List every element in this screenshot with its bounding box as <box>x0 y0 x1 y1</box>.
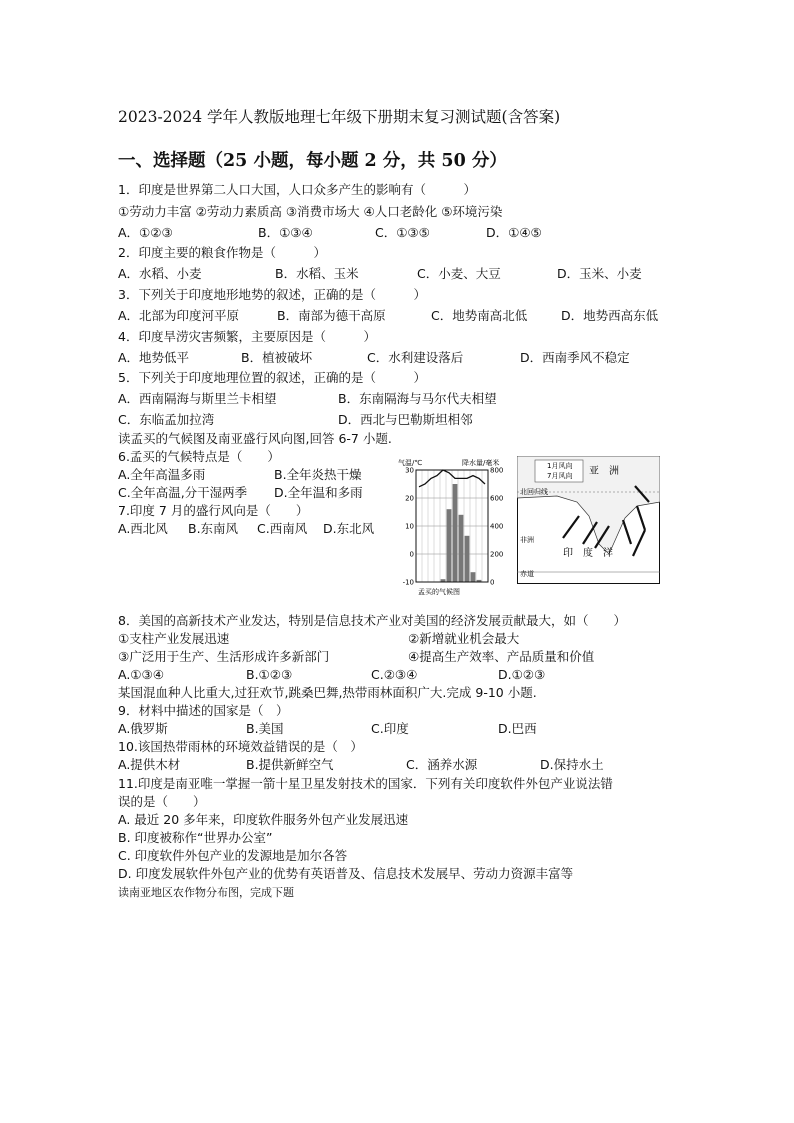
label-equator: 赤道 <box>520 570 534 578</box>
reading-prompt-9-10: 某国混血种人比重大,过狂欢节,跳桑巴舞,热带雨林面积广大.完成 9-10 小题. <box>118 685 537 700</box>
q6-stem: 6.孟买的气候特点是（ ） <box>118 449 280 464</box>
q3-option-a: A．北部为印度河平原 <box>118 308 240 323</box>
q1-statement-list: ①劳动力丰富 ②劳动力素质高 ③消费市场大 ④人口老龄化 ⑤环境污染 <box>118 204 503 219</box>
q10-stem: 10.该国热带雨林的环境效益错误的是（ ） <box>118 739 363 754</box>
q6-option-b: B.全年炎热干燥 <box>274 467 362 482</box>
q2-option-c: C．小麦、大豆 <box>417 266 501 281</box>
q4-option-d: D．西南季风不稳定 <box>520 350 630 365</box>
q8-statement-2: ②新增就业机会最大 <box>408 631 520 646</box>
q9-option-d: D.巴西 <box>498 721 537 736</box>
left-tick-label: 0 <box>409 550 414 559</box>
q6-option-c: C.全年高温,分干湿两季 <box>118 485 248 500</box>
q3-option-d: D．地势西高东低 <box>561 308 659 323</box>
left-tick-label: 10 <box>405 522 414 531</box>
q6-option-a: A.全年高温多雨 <box>118 467 206 482</box>
q4-option-c: C．水利建设落后 <box>367 350 464 365</box>
q11-option-a: A. 最近 20 多年来，印度软件服务外包产业发展迅速 <box>118 812 409 827</box>
label-tropic: 北回归线 <box>520 488 548 496</box>
q10-option-a: A.提供木材 <box>118 757 181 772</box>
chart-left-axis-label: 气温/℃ <box>398 459 423 467</box>
q8-option-a: A.①③④ <box>118 667 164 682</box>
right-tick-label: 0 <box>490 578 495 587</box>
left-tick-label: -10 <box>402 578 414 587</box>
q4-option-b: B．植被破坏 <box>241 350 313 365</box>
q8-stem: 8．美国的高新技术产业发达，特别是信息技术产业对美国的经济发展贡献最大，如（ ） <box>118 613 626 628</box>
q10-option-d: D.保持水土 <box>540 757 604 772</box>
left-tick-labels <box>403 467 414 587</box>
q5-stem: 5．下列关于印度地理位置的叙述，正确的是（ ） <box>118 370 426 385</box>
reading-prompt-next: 读南亚地区农作物分布图，完成下题 <box>118 886 294 899</box>
chart-caption: 孟买的气候图 <box>418 588 460 596</box>
q8-option-b: B.①②③ <box>246 667 293 682</box>
q3-option-b: B．南部为德干高原 <box>277 308 386 323</box>
q9-option-b: B.美国 <box>246 721 284 736</box>
q7-stem: 7.印度 7 月的盛行风向是（ ） <box>118 503 309 518</box>
q5-option-a: A．西南隔海与斯里兰卡相望 <box>118 391 277 406</box>
q4-option-a: A．地势低平 <box>118 350 190 365</box>
q8-statement-4: ④提高生产效率、产品质量和价值 <box>408 649 595 664</box>
q1-stem: 1．印度是世界第二人口大国，人口众多产生的影响有（ ） <box>118 182 476 197</box>
q8-statement-3: ③广泛用于生产、生活形成许多新部门 <box>118 649 330 664</box>
q11-option-d: D. 印度发展软件外包产业的优势有英语普及、信息技术发展早、劳动力资源丰富等 <box>118 866 574 881</box>
q1-option-a: A．①②③ <box>118 225 173 240</box>
q5-option-d: D．西北与巴勒斯坦相邻 <box>338 412 473 427</box>
q7-option-a: A.西北风 <box>118 521 168 536</box>
precipitation-bar <box>447 509 452 582</box>
q11-stem-continued: 误的是（ ） <box>118 794 206 809</box>
q8-option-d: D.①②③ <box>498 667 546 682</box>
right-tick-label: 600 <box>490 494 504 503</box>
left-tick-label: 20 <box>405 494 414 503</box>
chart-right-axis-label: 降水量/毫米 <box>462 459 500 467</box>
q3-stem: 3．下列关于印度地形地势的叙述，正确的是（ ） <box>118 287 426 302</box>
q2-option-d: D．玉米、小麦 <box>557 266 642 281</box>
q8-statement-1: ①支柱产业发展迅速 <box>118 631 230 646</box>
q3-option-c: C．地势南高北低 <box>431 308 528 323</box>
left-tick-label: 30 <box>405 466 414 475</box>
precipitation-bar <box>459 515 464 582</box>
q9-option-c: C.印度 <box>371 721 409 736</box>
mumbai-climate-chart <box>396 456 504 598</box>
right-tick-label: 800 <box>490 466 504 475</box>
reading-prompt-6-7: 读孟买的气候图及南亚盛行风向图,回答 6-7 小题. <box>118 431 392 446</box>
q2-stem: 2．印度主要的粮食作物是（ ） <box>118 245 326 260</box>
label-africa: 非洲 <box>520 536 534 544</box>
right-tick-label: 200 <box>490 550 504 559</box>
q6-option-d: D.全年温和多雨 <box>274 485 363 500</box>
q2-option-b: B．水稻、玉米 <box>275 266 359 281</box>
legend-january-wind: 1月风向 <box>547 462 573 470</box>
q11-option-b: B. 印度被称作“世界办公室” <box>118 830 273 845</box>
label-asia: 亚 洲 <box>589 466 619 477</box>
label-indian-ocean: 印 度 洋 <box>563 548 613 559</box>
q1-option-d: D．①④⑤ <box>486 225 542 240</box>
q9-stem: 9．材料中描述的国家是（ ） <box>118 703 289 718</box>
precipitation-bar <box>471 572 476 582</box>
q7-option-c: C.西南风 <box>257 521 308 536</box>
q8-option-c: C.②③④ <box>371 667 418 682</box>
q4-stem: 4．印度旱涝灾害频繁，主要原因是（ ） <box>118 329 376 344</box>
legend-july-wind: 7月风向 <box>547 472 573 480</box>
q9-option-a: A.俄罗斯 <box>118 721 168 736</box>
precipitation-bar <box>465 536 470 582</box>
section-heading: 一、选择题（25 小题，每小题 2 分，共 50 分） <box>118 151 507 171</box>
q5-option-b: B．东南隔海与马尔代夫相望 <box>338 391 497 406</box>
right-tick-labels <box>490 467 503 587</box>
q1-option-c: C．①③⑤ <box>375 225 430 240</box>
q11-stem: 11.印度是南亚唯一掌握一箭十星卫星发射技术的国家．下列有关印度软件外包产业说法错 <box>118 776 613 791</box>
q1-option-b: B．①③④ <box>258 225 313 240</box>
south-asia-wind-map <box>517 456 660 584</box>
q7-option-b: B.东南风 <box>188 521 239 536</box>
q10-option-c: C．涵养水源 <box>406 757 478 772</box>
q5-option-c: C．东临孟加拉湾 <box>118 412 215 427</box>
chart-grid <box>416 470 488 582</box>
q7-option-d: D.东北风 <box>323 521 375 536</box>
q10-option-b: B.提供新鲜空气 <box>246 757 334 772</box>
page-title: 2023-2024 学年人教版地理七年级下册期末复习测试题(含答案) <box>118 108 561 126</box>
right-tick-label: 400 <box>490 522 504 531</box>
q2-option-a: A．水稻、小麦 <box>118 266 202 281</box>
precipitation-bar <box>453 484 458 582</box>
q11-option-c: C. 印度软件外包产业的发源地是加尔各答 <box>118 848 348 863</box>
